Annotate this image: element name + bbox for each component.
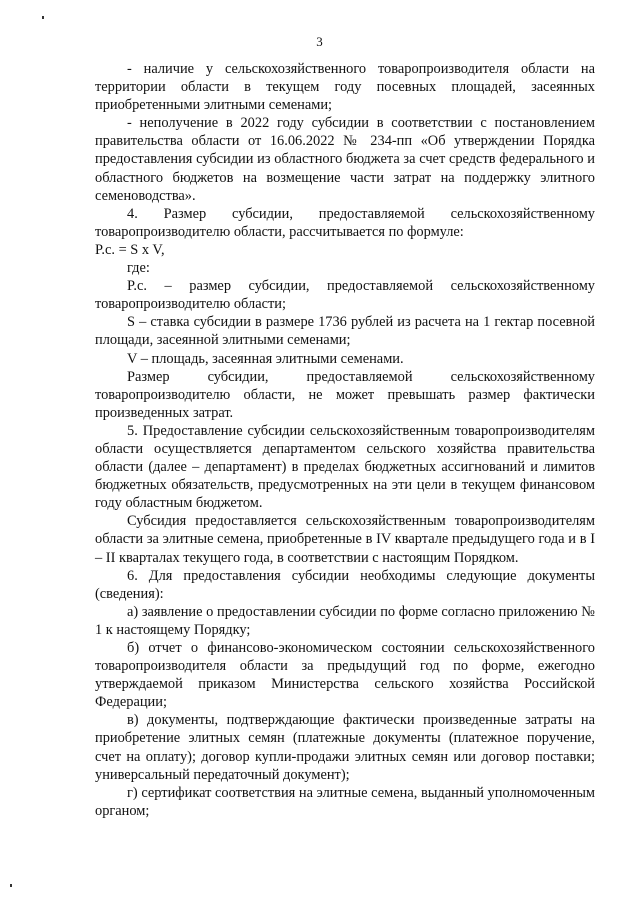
page-number: 3: [316, 34, 323, 49]
document-body: [95, 60, 595, 820]
list-item-v: в) документы, подтверждающие фактически произведенные затраты на приобретение элитных семян (платежные документы (платежное поручение, счет на оплату); договор купли-продажи элитных семян или договор поставки; универсальный передаточный документ);: [95, 712, 595, 783]
list-item-b: б) отчет о финансово-экономическом состоянии сельскохозяйственного товаропроизводителя области за предыдущий год по форме, ежегодно утверждаемой приказом Министерства сельского хозяйства Российской Федерации;: [95, 640, 595, 711]
definition-v: V – площадь, засеянная элитными семенами.: [127, 350, 404, 367]
paragraph-size-limit: Размер субсидии, предоставляемой сельскохозяйственному товаропроизводителю области, не может превышать размер фактически произведенных затрат.: [95, 368, 595, 421]
list-item-a: а) заявление о предоставлении субсидии по форме согласно приложению № 1 к настоящему Порядку;: [95, 603, 595, 638]
definition-pc: P.c. – размер субсидии, предоставляемой сельскохозяйственному товаропроизводителю области;: [95, 278, 595, 313]
scan-mark: [42, 16, 44, 19]
paragraph-documents: 6. Для предоставления субсидии необходимы следующие документы (сведения):: [95, 567, 595, 602]
scan-mark: [10, 884, 12, 887]
paragraph-condition-area: - наличие у сельскохозяйственного товаропроизводителя области на территории области в текущем году посевных площадей, засеянных приобретенными элитными семенами;: [95, 61, 595, 114]
definition-s: S – ставка субсидии в размере 1736 рублей из расчета на 1 гектар посевной площади, засеянной элитными семенами;: [95, 314, 595, 349]
list-item-g: г) сертификат соответствия на элитные семена, выданный уполномоченным органом;: [95, 784, 595, 819]
paragraph-condition-no-subsidy: - неполучение в 2022 году субсидии в соответствии с постановлением правительства области от 16.06.2022 № 234-пп «Об утверждении Порядка предоставления субсидии из областного бюджета за счет средств федерального и областного бюджетов на возмещение части затрат на поддержку элитного семеноводства».: [95, 115, 595, 204]
formula: P.c. = S x V,: [95, 241, 165, 258]
paragraph-subsidy-size: 4. Размер субсидии, предоставляемой сельскохозяйственному товаропроизводителю области, рассчитывается по формуле:: [95, 205, 595, 240]
paragraph-where: где:: [127, 260, 150, 277]
paragraph-subsidy-provided: Субсидия предоставляется сельскохозяйственным товаропроизводителям области за элитные семена, приобретенные в IV квартале предыдущего года и в I – II кварталах текущего года, в соответствии с настоящим Порядком.: [95, 513, 595, 566]
paragraph-provision: 5. Предоставление субсидии сельскохозяйственным товаропроизводителям области осуществляется департаментом сельского хозяйства правительства области (далее – департамент) в пределах бюджетных ассигнований и лимитов бюджетных обязательств, предусмотренных на эти цели в текущем финансовом году областным бюджетом.: [95, 422, 595, 512]
